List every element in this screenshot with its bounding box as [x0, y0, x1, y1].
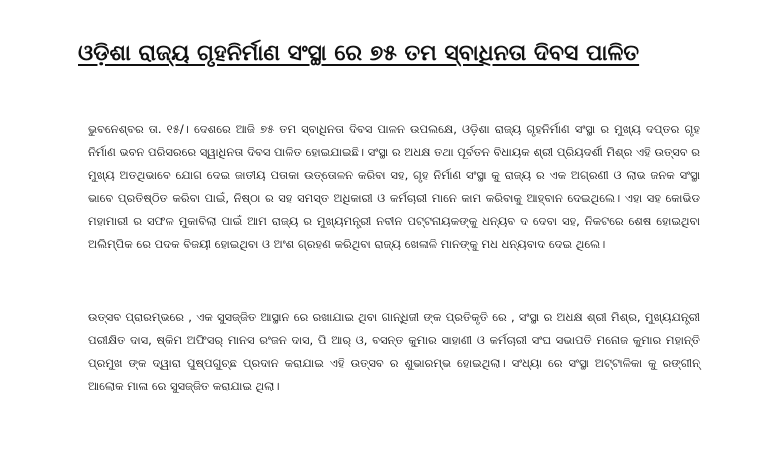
document-title: ଓଡ଼ିଶା ରାଜ୍ୟ ଗୃହନିର୍ମାଣ ସଂସ୍ଥା ରେ ୭୫ ତମ ସ୍ବାଧିନତା ଦିବସ ପାଳିତ	[78, 41, 640, 66]
paragraph-2: ଉତ୍ସବ ପ୍ରାରମ୍ଭରେ , ଏକ ସୁସଜ୍ଜିତ ଆସ୍ଥାନ ରେ ରଖାଯାଇ ଥିବା ଗାନ୍ଧିଜୀ ଙ୍କ ପ୍ରତିକୃତି ରେ , ସଂସ୍ଥା ର ଅଧକ୍ଷ ଶ୍ରୀ ମିଶ୍ର, ମୁଖ୍ୟଯନ୍ତ୍ରୀ ପରୀକ୍ଷିତ ଦାସ, ଷ୍କିମ ଅଫିସର୍ ମାନସ ରଂଜନ ଦାସ, ପି ଆର୍ ଓ, ବସନ୍ତ କୁମାର ସାହାଣୀ ଓ କର୍ମଚାରୀ ସଂଘ ସଭାପତି ମନୋଜ କୁମାର ମହାନ୍ତି ପ୍ରମୁଖ ଙ୍କ ଦ୍ୱାରା ପୁଷ୍ପଗୁଚ୍ଛ ପ୍ରଦାନ କରାଯାଇ ଏହି ଉତ୍ସବ ର ଶୁଭାରମ୍ଭ ହୋଇଥିଲା। ସଂଧ୍ୟା ରେ ସଂସ୍ଥା ଅଟ୍ଟାଳିକା କୁ ରଙ୍ଗୀନ୍ ଆଲୋକ ମାଳା ରେ ସୁସଜ୍ଜିତ କରାଯାଇ ଥିଲା।	[88, 310, 700, 393]
paragraph-1: ଭୁବନେଶ୍ବର ତା. ୧୫/। ଦେଶରେ ଆଜି ୭୫ ତମ ସ୍ବାଧିନତା ଦିବସ ପାଳନ ଉପଲକ୍ଷେ, ଓଡ଼ିଶା ରାଜ୍ୟ ଗୃହନିର୍ମାଣ ସଂସ୍ଥା ର ମୁଖ୍ୟ ଦପ୍ତର ଗୃହ ନିର୍ମାଣ ଭବନ ପରିସରରେ ସ୍ୱାଧିନତା ଦିବସ ପାଳିତ ହୋଇଯାଇଛି। ସଂସ୍ଥା ର ଅଧକ୍ଷ ତଥା ପୂର୍ବତନ ବିଧାୟକ ଶ୍ରୀ ପ୍ରିୟଦର୍ଶୀ ମିଶ୍ର ଏହି ଉତ୍ସବ ର ମୁଖ୍ୟ ଅତଥିଭାବେ ଯୋଗ ଦେଇ ଜାତୀୟ ପତାକା ଉତ୍ତୋଳନ କରିବା ସହ, ଗୃହ ନିର୍ମାଣ ସଂସ୍ଥା କୁ ରାଜ୍ୟ ର ଏକ ଅଗ୍ରଣୀ ଓ ଲାଭ ଜନକ ସଂସ୍ଥା ଭାବେ ପ୍ରତିଷ୍ଠିତ କରିବା ପାଇଁ, ନିଷ୍ଠା ର ସହ ସମସ୍ତ ଅଧିକାରୀ ଓ କର୍ମଚାରୀ ମାନେ କାମ କରିବାକୁ ଆହ୍ବାନ ଦେଇଥିଲେ। ଏହା ସହ କୋଭିଡ ମହାମାରୀ ର ସଫଳ ମୁକାବିଲା ପାଇଁ ଆମ ରାଜ୍ୟ ର ମୁଖ୍ୟମନ୍ତ୍ରୀ ନବୀନ ପଟ୍ଟନାୟକଙ୍କୁ ଧନ୍ୟବ ଦ ଦେବା ସହ, ନିକଟରେ ଶେଷ ହୋଇଥିବା ଅଲିମ୍ପିକ ରେ ପଦକ ବିଜୟୀ ହୋଇଥିବା ଓ ଅଂଶ ଗ୍ରହଣ କରିଥିବା ରାଜ୍ୟ ଖେଳାଳି ମାନଙ୍କୁ ମଧ ଧନ୍ୟବାଦ ଦେଇ ଥିଲେ।	[88, 122, 700, 251]
